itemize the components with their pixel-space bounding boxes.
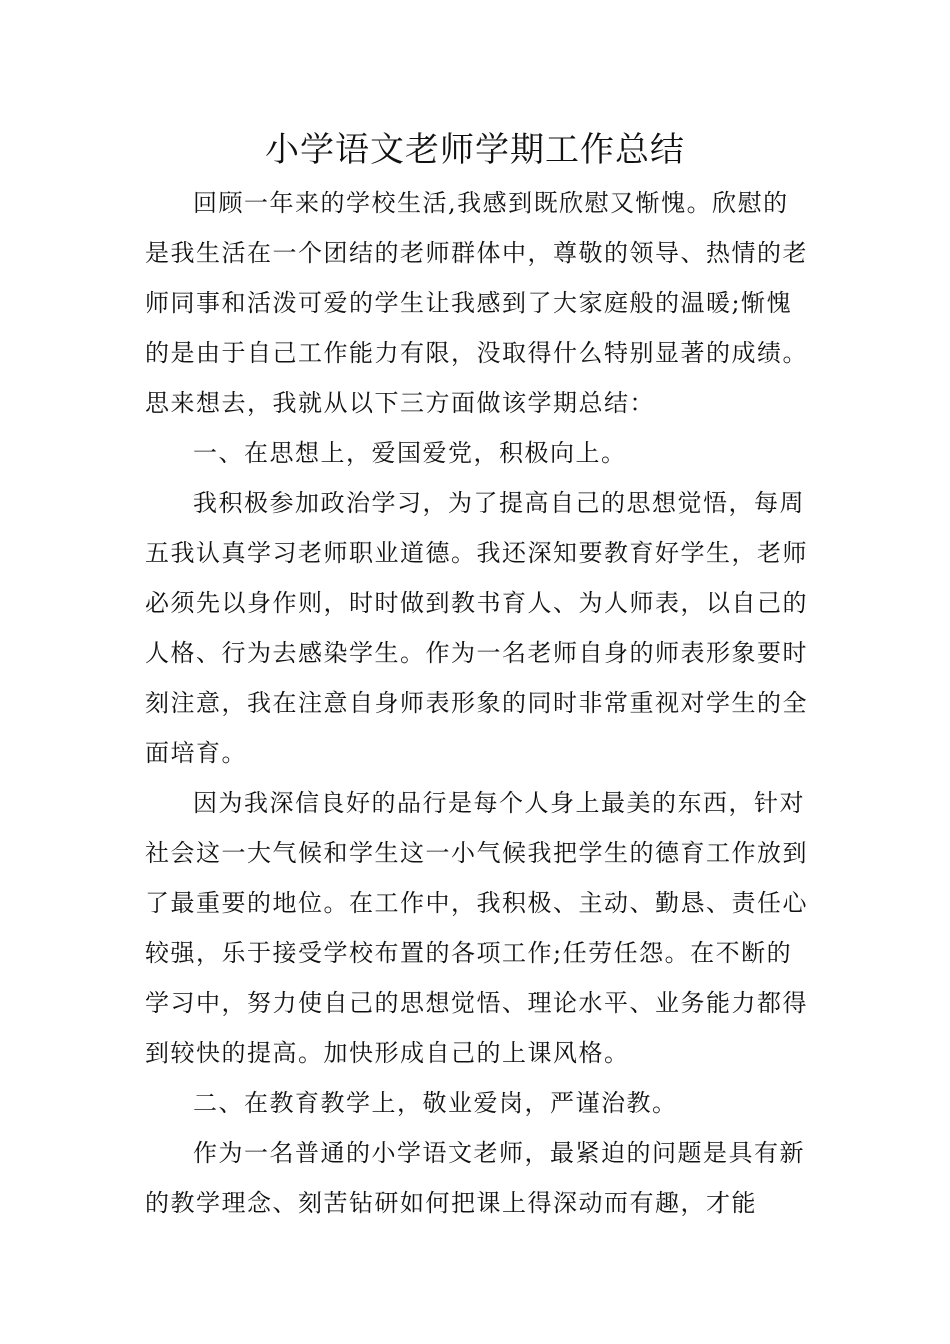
paragraph-section-1-b: 因为我深信良好的品行是每个人身上最美的东西，针对社会这一大气候和学生这一小气候我把学生的德育工作放到了最重要的地位。在工作中，我积极、主动、勤恳、责任心较强，乐于接受学校布置的各项工作;任劳任怨。在不断的学习中，努力使自己的思想觉悟、理论水平、业务能力都得到较快的提高。加快形成自己的上课风格。 (145, 789, 808, 1067)
paragraph-intro: 回顾一年来的学校生活,我感到既欣慰又惭愧。欣慰的是我生活在一个团结的老师群体中，尊敬的领导、热情的老师同事和活泼可爱的学生让我感到了大家庭般的温暖;惭愧的是由于自己工作能力有限，没取得什么特别显著的成绩。思来想去，我就从以下三方面做该学期总结： (145, 189, 808, 417)
document-body (145, 178, 813, 1228)
heading-section-1: 一、在思想上，爱国爱党，积极向上。 (193, 439, 627, 467)
heading-section-2: 二、在教育教学上，敬业爱岗，严谨治教。 (193, 1089, 678, 1117)
paragraph-section-2-a: 作为一名普通的小学语文老师，最紧迫的问题是具有新的教学理念、刻苦钻研如何把课上得深动而有趣，才能 (145, 1139, 805, 1217)
paragraph-section-1-a: 我积极参加政治学习，为了提高自己的思想觉悟，每周五我认真学习老师职业道德。我还深知要教育好学生，老师必须先以身作则，时时做到教书育人、为人师表，以自己的人格、行为去感染学生。作为一名老师自身的师表形象要时刻注意，我在注意自身师表形象的同时非常重视对学生的全面培育。 (145, 489, 808, 767)
document-title: 小学语文老师学期工作总结 (265, 130, 685, 170)
